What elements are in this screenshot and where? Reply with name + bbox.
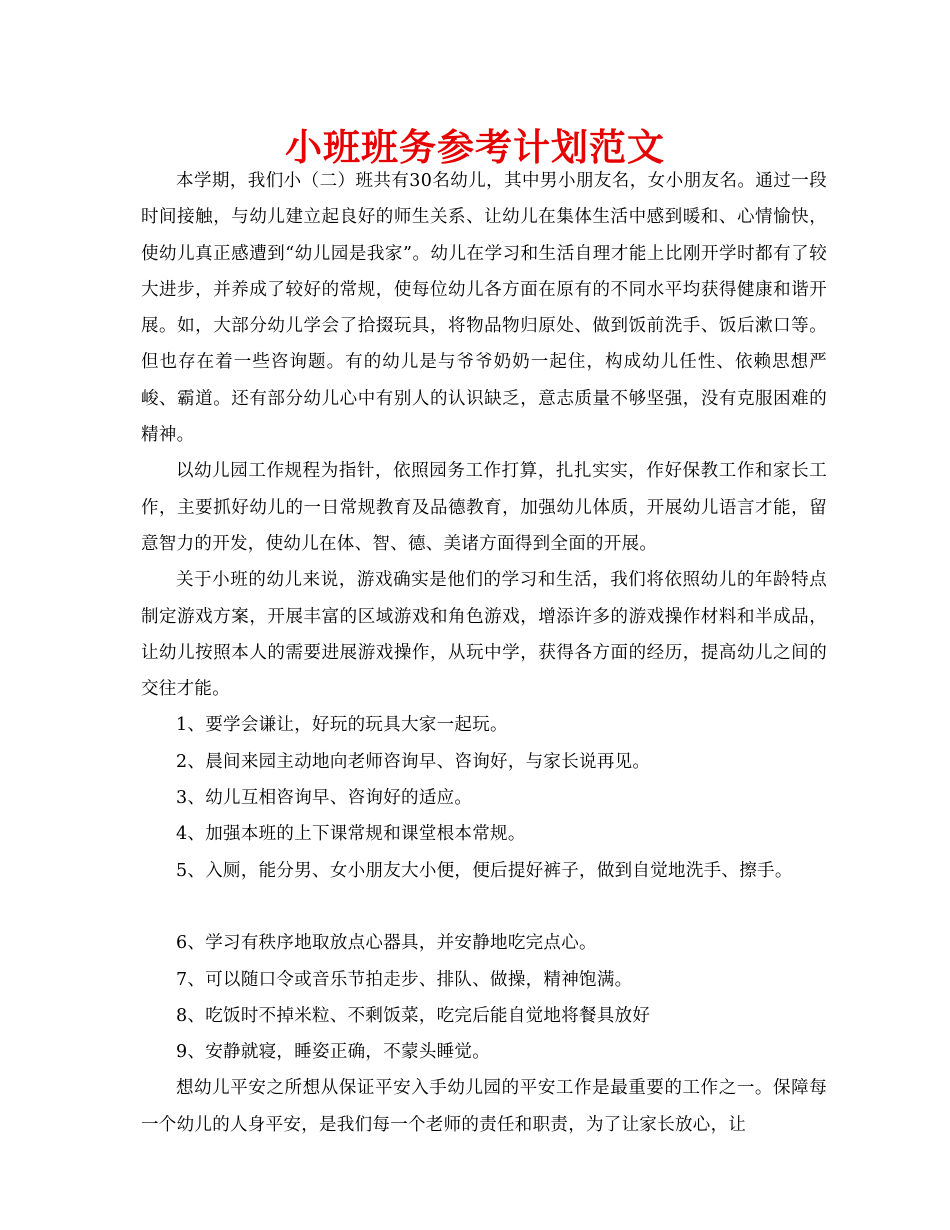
list-item: 6、学习有秩序地取放点心器具，并安静地吃完点心。	[176, 933, 597, 954]
document-body	[141, 163, 827, 1143]
paragraph-class-overview: 本学期，我们小（二）班共有30名幼儿，其中男小朋友名，女小朋友名。通过一段时间接触，与幼儿建立起良好的师生关系、让幼儿在集体生活中感到暖和、心情愉快，使幼儿真正感遭到“幼儿园是我家”。幼儿在学习和生活自理才能上比刚开学时都有了较大进步，并养成了较好的常规，使每位幼儿各方面在原有的不同水平均获得健康和谐开展。如，大部分幼儿学会了拾掇玩具，将物品物归原处、做到饭前洗手、饭后漱口等。但也存在着一些咨询题。有的幼儿是与爷爷奶奶一起住，构成幼儿任性、依赖思想严峻、霸道。还有部分幼儿心中有别人的认识缺乏，意志质量不够坚强，没有克服困难的精神。	[141, 171, 827, 446]
list-item: 3、幼儿互相咨询早、咨询好的适应。	[176, 788, 473, 809]
list-item: 8、吃饭时不掉米粒、不剩饭菜，吃完后能自觉地将餐具放好	[176, 1005, 651, 1026]
list-item: 1、要学会谦让，好玩的玩具大家一起玩。	[176, 715, 508, 736]
list-item: 4、加强本班的上下课常规和课堂根本常规。	[176, 824, 526, 845]
blank-line	[141, 889, 827, 925]
list-item: 2、晨间来园主动地向老师咨询早、咨询好，与家长说再见。	[176, 751, 651, 772]
list-item: 9、安静就寝，睡姿正确，不蒙头睡觉。	[176, 1042, 491, 1063]
paragraph-work-guideline: 以幼儿园工作规程为指针，依照园务工作打算，扎扎实实，作好保教工作和家长工作，主要抓好幼儿的一日常规教育及品德教育，加强幼儿体质，开展幼儿语言才能，留意智力的开发，使幼儿在体、智、德、美诸方面得到全面的开展。	[141, 461, 827, 554]
paragraph-game-plan: 关于小班的幼儿来说，游戏确实是他们的学习和生活，我们将依照幼儿的年龄特点制定游戏方案，开展丰富的区域游戏和角色游戏，增添许多的游戏操作材料和半成品，让幼儿按照本人的需要进展游戏操作，从玩中学，获得各方面的经历，提高幼儿之间的交往才能。	[141, 570, 827, 700]
document-title: 小班班务参考计划范文	[285, 126, 665, 169]
list-item: 5、入厕，能分男、女小朋友大小便，便后提好裤子，做到自觉地洗手、擦手。	[176, 860, 793, 881]
paragraph-safety: 想幼儿平安之所想从保证平安入手幼儿园的平安工作是最重要的工作之一。保障每一个幼儿的人身平安，是我们每一个老师的责任和职责，为了让家长放心，让	[141, 1078, 827, 1135]
list-item: 7、可以随口令或音乐节拍走步、排队、做操，精神饱满。	[176, 969, 633, 990]
